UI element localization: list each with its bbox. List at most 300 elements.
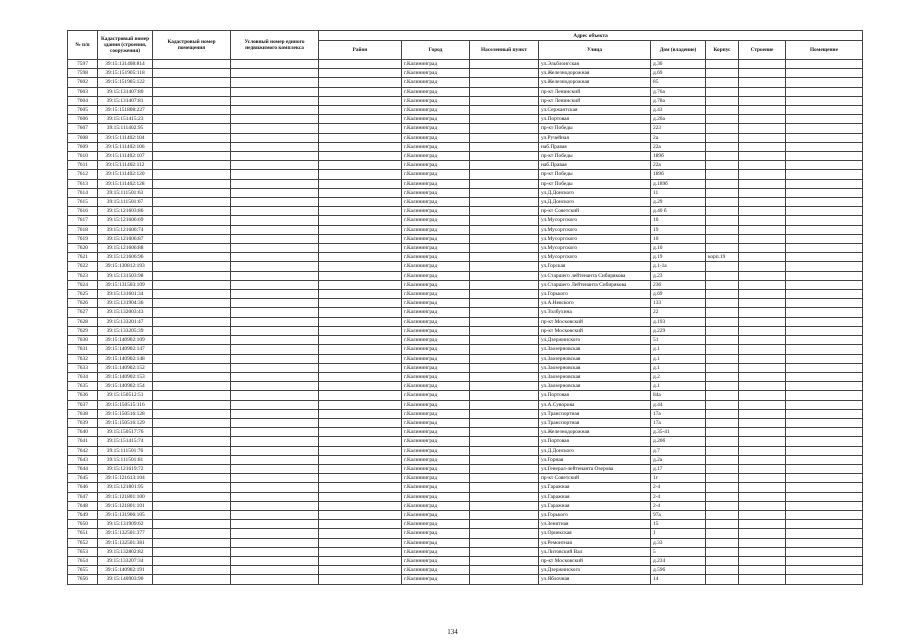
cell-cad-room xyxy=(153,409,231,418)
cell-cad-building: 39:15:140903:90 xyxy=(98,575,153,584)
cell-street: пр-кт Советский xyxy=(539,207,651,216)
col-header-city: Город xyxy=(402,41,470,60)
cell-city: г.Калининград xyxy=(402,188,470,197)
cell-house: 17а xyxy=(651,418,706,427)
cell-district xyxy=(319,170,402,179)
cell-district xyxy=(319,391,402,400)
cell-num: 7620 xyxy=(68,244,98,253)
cell-city: г.Калининград xyxy=(402,234,470,243)
cell-cond-complex xyxy=(231,363,319,372)
cell-street: ул.Гаражная xyxy=(539,492,651,501)
cell-house: 2-4 xyxy=(651,501,706,510)
cell-cond-complex xyxy=(231,133,319,142)
cell-cond-complex xyxy=(231,78,319,87)
cell-settlement xyxy=(470,336,539,345)
cell-pomeschenie xyxy=(786,299,863,308)
cell-city: г.Калининград xyxy=(402,142,470,151)
cell-stroenie xyxy=(739,400,786,409)
cell-cad-building: 39:15:133207:34 xyxy=(98,556,153,565)
cell-cad-room xyxy=(153,96,231,105)
cell-korpus xyxy=(706,225,739,234)
col-header-num: № п/п xyxy=(68,31,98,60)
cell-pomeschenie xyxy=(786,520,863,529)
cell-cond-complex xyxy=(231,510,319,519)
cell-district xyxy=(319,437,402,446)
cell-city: г.Калининград xyxy=(402,96,470,105)
cell-cad-building: 39:15:140902:154 xyxy=(98,382,153,391)
cell-settlement xyxy=(470,400,539,409)
cell-pomeschenie xyxy=(786,409,863,418)
cell-pomeschenie xyxy=(786,556,863,565)
cell-cad-building: 39:15:121606:74 xyxy=(98,225,153,234)
table-row xyxy=(68,262,863,271)
cell-district xyxy=(319,124,402,133)
cell-district xyxy=(319,317,402,326)
cell-stroenie xyxy=(739,234,786,243)
cell-settlement xyxy=(470,179,539,188)
cell-house: д.7 xyxy=(651,446,706,455)
cell-cad-building: 39:15:111501:81 xyxy=(98,455,153,464)
cell-house: д.78а xyxy=(651,96,706,105)
cell-street: ул.Мусоргского xyxy=(539,225,651,234)
cell-cad-room xyxy=(153,575,231,584)
table-row xyxy=(68,308,863,317)
cell-pomeschenie xyxy=(786,78,863,87)
cell-pomeschenie xyxy=(786,308,863,317)
cell-stroenie xyxy=(739,170,786,179)
cell-settlement xyxy=(470,188,539,197)
cell-korpus xyxy=(706,428,739,437)
cell-cad-room xyxy=(153,437,231,446)
cell-settlement xyxy=(470,529,539,538)
cell-pomeschenie xyxy=(786,492,863,501)
cell-house: д.193 xyxy=(651,317,706,326)
cell-pomeschenie xyxy=(786,354,863,363)
cell-cad-room xyxy=(153,299,231,308)
cell-cond-complex xyxy=(231,547,319,556)
cell-city: г.Калининград xyxy=(402,400,470,409)
cell-pomeschenie xyxy=(786,363,863,372)
cell-korpus xyxy=(706,354,739,363)
cell-street: пр-кт Московский xyxy=(539,556,651,565)
cell-pomeschenie xyxy=(786,262,863,271)
cell-city: г.Калининград xyxy=(402,354,470,363)
cell-cad-building: 39:15:131909:62 xyxy=(98,520,153,529)
cell-cad-room xyxy=(153,520,231,529)
table-row xyxy=(68,161,863,170)
cell-stroenie xyxy=(739,106,786,115)
cell-settlement xyxy=(470,428,539,437)
cell-stroenie xyxy=(739,474,786,483)
cell-cond-complex xyxy=(231,409,319,418)
cell-cad-room xyxy=(153,271,231,280)
cell-cad-building: 39:15:111402:112 xyxy=(98,161,153,170)
cell-num: 7608 xyxy=(68,133,98,142)
cell-korpus xyxy=(706,446,739,455)
cell-settlement xyxy=(470,152,539,161)
cell-pomeschenie xyxy=(786,391,863,400)
table-row xyxy=(68,207,863,216)
cell-city: г.Калининград xyxy=(402,556,470,565)
cell-korpus xyxy=(706,142,739,151)
cell-cond-complex xyxy=(231,556,319,565)
col-header-settlement: Населенный пункт xyxy=(470,41,539,60)
page-number: 134 xyxy=(447,628,458,636)
cell-city: г.Калининград xyxy=(402,575,470,584)
cell-district xyxy=(319,345,402,354)
cell-cond-complex xyxy=(231,106,319,115)
cell-num: 7602 xyxy=(68,78,98,87)
cell-korpus xyxy=(706,464,739,473)
table-row xyxy=(68,142,863,151)
cell-num: 7623 xyxy=(68,271,98,280)
table-row xyxy=(68,464,863,473)
cell-street: ул.Мусоргского xyxy=(539,234,651,243)
cell-korpus xyxy=(706,418,739,427)
cell-house: д.59б xyxy=(651,566,706,575)
cell-city: г.Калининград xyxy=(402,78,470,87)
cell-pomeschenie xyxy=(786,510,863,519)
cell-cad-room xyxy=(153,170,231,179)
cell-street: ул.Горская xyxy=(539,262,651,271)
cell-street: ул.Мусоргского xyxy=(539,253,651,262)
cell-stroenie xyxy=(739,556,786,565)
cell-cad-building: 39:15:131904:36 xyxy=(98,299,153,308)
table-row xyxy=(68,391,863,400)
cell-street: ул.Горная xyxy=(539,455,651,464)
cell-house: 1 xyxy=(651,529,706,538)
cell-street: ул.Д.Донского xyxy=(539,188,651,197)
cell-city: г.Калининград xyxy=(402,483,470,492)
cell-cad-room xyxy=(153,198,231,207)
cell-house: 19 xyxy=(651,225,706,234)
cell-cad-room xyxy=(153,60,231,69)
cell-district xyxy=(319,418,402,427)
cell-house: д.35-41 xyxy=(651,428,706,437)
property-register-table xyxy=(67,30,863,585)
cell-cond-complex xyxy=(231,262,319,271)
cell-cond-complex xyxy=(231,179,319,188)
col-header-address-group: Адрес объекта xyxy=(319,31,863,41)
cell-cad-room xyxy=(153,566,231,575)
cell-cond-complex xyxy=(231,428,319,437)
cell-house: д.43 xyxy=(651,106,706,115)
cell-num: 7648 xyxy=(68,501,98,510)
cell-num: 7624 xyxy=(68,280,98,289)
cell-settlement xyxy=(470,547,539,556)
cell-cad-room xyxy=(153,115,231,124)
cell-district xyxy=(319,354,402,363)
cell-city: г.Калининград xyxy=(402,106,470,115)
cell-num: 7615 xyxy=(68,198,98,207)
cell-district xyxy=(319,575,402,584)
cell-house: 17а xyxy=(651,409,706,418)
cell-district xyxy=(319,363,402,372)
cell-cond-complex xyxy=(231,418,319,427)
cell-cad-room xyxy=(153,464,231,473)
cell-num: 7647 xyxy=(68,492,98,501)
cell-house: 22а xyxy=(651,161,706,170)
cell-stroenie xyxy=(739,299,786,308)
cell-city: г.Калининград xyxy=(402,253,470,262)
cell-city: г.Калининград xyxy=(402,520,470,529)
cell-cad-building: 39:15:121606:87 xyxy=(98,234,153,243)
cell-house: 5 xyxy=(651,547,706,556)
cell-korpus xyxy=(706,566,739,575)
cell-district xyxy=(319,510,402,519)
cell-street: ул.А.Невского xyxy=(539,299,651,308)
cell-cad-building: 39:15:121801:101 xyxy=(98,501,153,510)
cell-pomeschenie xyxy=(786,290,863,299)
cell-cond-complex xyxy=(231,115,319,124)
cell-cad-building: 39:15:150515:116 xyxy=(98,400,153,409)
cell-street: пр-кт Советский xyxy=(539,474,651,483)
cell-city: г.Калининград xyxy=(402,326,470,335)
cell-korpus xyxy=(706,271,739,280)
cell-street: ул.Дзержинского xyxy=(539,336,651,345)
cell-city: г.Калининград xyxy=(402,418,470,427)
cell-street: пр-кт Ленинский xyxy=(539,96,651,105)
cell-district xyxy=(319,308,402,317)
cell-street: ул.Толбухина xyxy=(539,308,651,317)
cell-house: 11 xyxy=(651,188,706,197)
cell-district xyxy=(319,69,402,78)
cell-settlement xyxy=(470,244,539,253)
cell-house: д.69 xyxy=(651,290,706,299)
table-row xyxy=(68,317,863,326)
cell-cond-complex xyxy=(231,280,319,289)
cell-house: 23б xyxy=(651,280,706,289)
cell-cad-room xyxy=(153,345,231,354)
cell-district xyxy=(319,372,402,381)
cell-cad-building: 39:15:151905:118 xyxy=(98,69,153,78)
cell-korpus xyxy=(706,556,739,565)
cell-korpus: корп.19 xyxy=(706,253,739,262)
cell-settlement xyxy=(470,225,539,234)
cell-street: ул.Гаражная xyxy=(539,483,651,492)
cell-settlement xyxy=(470,363,539,372)
cell-korpus xyxy=(706,115,739,124)
cell-city: г.Калининград xyxy=(402,299,470,308)
cell-stroenie xyxy=(739,271,786,280)
cell-stroenie xyxy=(739,124,786,133)
table-row xyxy=(68,372,863,381)
cell-cad-room xyxy=(153,234,231,243)
cell-street: ул.Заозерновская xyxy=(539,354,651,363)
cell-cad-building: 39:15:140902:109 xyxy=(98,336,153,345)
cell-street: ул.Горького xyxy=(539,290,651,299)
cell-cad-building: 39:15:121606:88 xyxy=(98,244,153,253)
cell-settlement xyxy=(470,566,539,575)
cell-settlement xyxy=(470,115,539,124)
cell-district xyxy=(319,529,402,538)
table-body xyxy=(68,60,863,585)
cell-city: г.Калининград xyxy=(402,60,470,69)
cell-house: д.19 xyxy=(651,253,706,262)
cell-cad-building: 39:15:151905:122 xyxy=(98,78,153,87)
table-row xyxy=(68,170,863,179)
cell-korpus xyxy=(706,474,739,483)
cell-house: 84а xyxy=(651,391,706,400)
table-row xyxy=(68,501,863,510)
cell-stroenie xyxy=(739,188,786,197)
cell-cad-room xyxy=(153,87,231,96)
cell-cad-room xyxy=(153,262,231,271)
cell-settlement xyxy=(470,483,539,492)
cell-stroenie xyxy=(739,225,786,234)
table-row xyxy=(68,400,863,409)
cell-settlement xyxy=(470,575,539,584)
col-header-street: Улица xyxy=(539,41,651,60)
cell-num: 7632 xyxy=(68,354,98,363)
cell-house: 1г xyxy=(651,474,706,483)
cell-cad-building: 39:15:111501:67 xyxy=(98,198,153,207)
cell-cad-building: 39:15:151415:23 xyxy=(98,115,153,124)
cell-num: 7606 xyxy=(68,115,98,124)
cell-stroenie xyxy=(739,115,786,124)
cell-district xyxy=(319,483,402,492)
cell-house: 133 xyxy=(651,299,706,308)
cell-settlement xyxy=(470,391,539,400)
cell-num: 7598 xyxy=(68,69,98,78)
cell-district xyxy=(319,382,402,391)
cell-street: пр-кт Московский xyxy=(539,317,651,326)
cell-city: г.Калининград xyxy=(402,290,470,299)
cell-city: г.Калининград xyxy=(402,372,470,381)
cell-stroenie xyxy=(739,391,786,400)
cell-cad-building: 39:15:130812:193 xyxy=(98,262,153,271)
cell-cond-complex xyxy=(231,207,319,216)
cell-city: г.Калининград xyxy=(402,428,470,437)
cell-cad-building: 39:15:131407:81 xyxy=(98,96,153,105)
cell-korpus xyxy=(706,96,739,105)
cell-cad-building: 39:15:131408:814 xyxy=(98,60,153,69)
cell-num: 7634 xyxy=(68,372,98,381)
cell-house: 10 xyxy=(651,216,706,225)
cell-pomeschenie xyxy=(786,198,863,207)
table-row xyxy=(68,492,863,501)
cell-house: 15 xyxy=(651,520,706,529)
cell-district xyxy=(319,198,402,207)
table-row xyxy=(68,124,863,133)
cell-cad-building: 39:15:140902:147 xyxy=(98,345,153,354)
cell-num: 7646 xyxy=(68,483,98,492)
col-header-house: Дом (владение) xyxy=(651,41,706,60)
cell-cad-room xyxy=(153,428,231,437)
cell-pomeschenie xyxy=(786,280,863,289)
table-row xyxy=(68,326,863,335)
cell-cad-building: 39:15:111402:120 xyxy=(98,170,153,179)
cell-stroenie xyxy=(739,317,786,326)
cell-cond-complex xyxy=(231,474,319,483)
table-header xyxy=(68,31,863,60)
cell-house: 2-4 xyxy=(651,492,706,501)
cell-stroenie xyxy=(739,354,786,363)
cell-cond-complex xyxy=(231,520,319,529)
cell-korpus xyxy=(706,152,739,161)
cell-district xyxy=(319,428,402,437)
cell-stroenie xyxy=(739,382,786,391)
col-header-cad-building: Кадастровый номер здания (строения, сооружения) xyxy=(98,31,153,60)
cell-street: ул.Мусоргского xyxy=(539,216,651,225)
cell-district xyxy=(319,474,402,483)
cell-city: г.Калининград xyxy=(402,216,470,225)
table-row xyxy=(68,575,863,584)
cell-settlement xyxy=(470,290,539,299)
cell-stroenie xyxy=(739,152,786,161)
cell-cad-room xyxy=(153,382,231,391)
cell-stroenie xyxy=(739,566,786,575)
cell-cond-complex xyxy=(231,299,319,308)
cell-city: г.Калининград xyxy=(402,170,470,179)
cell-korpus xyxy=(706,336,739,345)
cell-num: 7652 xyxy=(68,538,98,547)
cell-cond-complex xyxy=(231,271,319,280)
cell-korpus xyxy=(706,391,739,400)
cell-city: г.Калининград xyxy=(402,317,470,326)
cell-cad-building: 39:15:121606:96 xyxy=(98,253,153,262)
cell-cond-complex xyxy=(231,345,319,354)
cell-num: 7630 xyxy=(68,336,98,345)
cell-cond-complex xyxy=(231,290,319,299)
cell-stroenie xyxy=(739,207,786,216)
cell-cond-complex xyxy=(231,253,319,262)
table-row xyxy=(68,566,863,575)
cell-korpus xyxy=(706,529,739,538)
cell-cond-complex xyxy=(231,372,319,381)
cell-settlement xyxy=(470,69,539,78)
cell-korpus xyxy=(706,244,739,253)
cell-korpus xyxy=(706,308,739,317)
cell-stroenie xyxy=(739,483,786,492)
cell-house: д.1 xyxy=(651,354,706,363)
cell-cad-building: 39:15:150516:128 xyxy=(98,409,153,418)
cell-num: 7638 xyxy=(68,409,98,418)
cell-street: ул.Портовая xyxy=(539,437,651,446)
table-row xyxy=(68,382,863,391)
cell-stroenie xyxy=(739,510,786,519)
cell-korpus xyxy=(706,372,739,381)
cell-stroenie xyxy=(739,133,786,142)
cell-street: ул.Мусоргского xyxy=(539,244,651,253)
cell-num: 7635 xyxy=(68,382,98,391)
cell-cad-room xyxy=(153,354,231,363)
cell-cond-complex xyxy=(231,96,319,105)
cell-pomeschenie xyxy=(786,446,863,455)
cell-pomeschenie xyxy=(786,207,863,216)
cell-street: ул.А.Суворова xyxy=(539,400,651,409)
cell-num: 7604 xyxy=(68,96,98,105)
cell-house: д.33 xyxy=(651,538,706,547)
cell-pomeschenie xyxy=(786,69,863,78)
cell-stroenie xyxy=(739,244,786,253)
table-row xyxy=(68,354,863,363)
cell-city: г.Калининград xyxy=(402,198,470,207)
cell-street: ул.Д.Донского xyxy=(539,198,651,207)
cell-house: д.44 xyxy=(651,400,706,409)
cell-street: ул.Заозерновская xyxy=(539,372,651,381)
cell-district xyxy=(319,299,402,308)
cell-cad-building: 39:15:121801:95 xyxy=(98,483,153,492)
cell-city: г.Калининград xyxy=(402,510,470,519)
cell-korpus xyxy=(706,547,739,556)
cell-pomeschenie xyxy=(786,345,863,354)
cell-house: д.20б xyxy=(651,437,706,446)
cell-korpus xyxy=(706,520,739,529)
cell-house: д.23 xyxy=(651,271,706,280)
cell-num: 7605 xyxy=(68,106,98,115)
cell-num: 7626 xyxy=(68,299,98,308)
